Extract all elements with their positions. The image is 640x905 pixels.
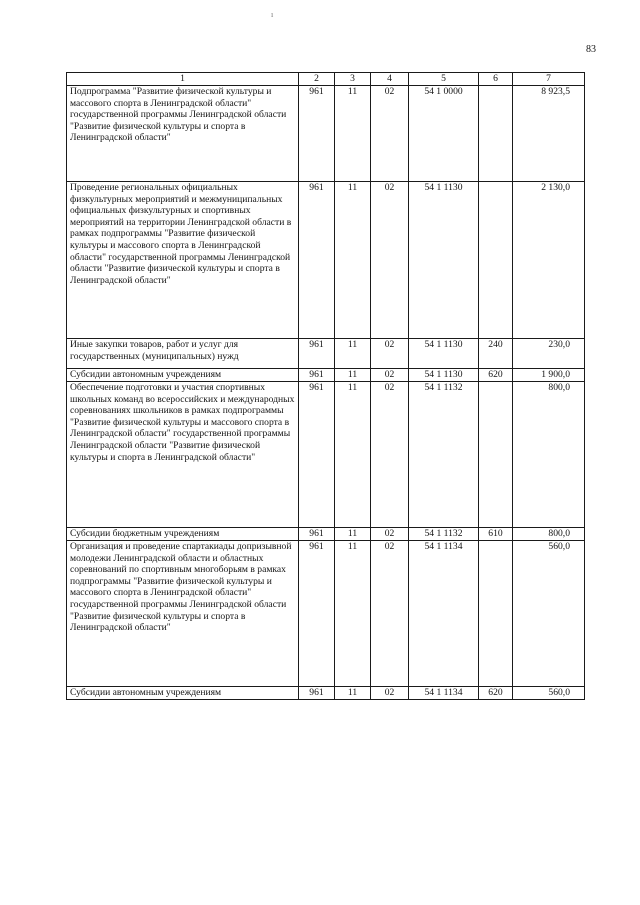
code-cell: 961 xyxy=(299,369,335,382)
budget-table xyxy=(66,72,585,700)
amount-cell: 800,0 xyxy=(513,528,585,541)
code-cell: 620 xyxy=(479,369,513,382)
code-cell: 961 xyxy=(299,541,335,687)
item-name: Субсидии автономным учреждениям xyxy=(67,369,299,382)
header-cell: 1 xyxy=(67,73,299,86)
table-row xyxy=(67,687,585,700)
code-cell: 54 1 0000 xyxy=(409,86,479,182)
table-row xyxy=(67,369,585,382)
code-cell: 11 xyxy=(335,369,371,382)
table-row xyxy=(67,182,585,339)
code-cell: 02 xyxy=(371,182,409,339)
amount-cell: 1 900,0 xyxy=(513,369,585,382)
item-name: Иные закупки товаров, работ и услуг для государственных (муниципальных) нужд xyxy=(67,339,299,369)
code-cell: 11 xyxy=(335,528,371,541)
code-cell: 610 xyxy=(479,528,513,541)
code-cell: 02 xyxy=(371,382,409,528)
code-cell xyxy=(479,382,513,528)
item-name: Подпрограмма "Развитие физической культуры и массового спорта в Ленинградской области" государственной программы Ленинградской области "Развитие физической культуры и спорта в Ленинградской области" xyxy=(67,86,299,182)
item-name: Организация и проведение спартакиады допризывной молодежи Ленинградской области и областных соревнований по спортивным многоборьям в рамках подпрограммы "Развитие физической культуры и массового спорта в Ленинградской области" государственной программы Ленинградской области "Развитие физической культуры и спорта в Ленинградской области" xyxy=(67,541,299,687)
code-cell: 02 xyxy=(371,369,409,382)
header-cell: 4 xyxy=(371,73,409,86)
code-cell xyxy=(479,86,513,182)
code-cell: 11 xyxy=(335,339,371,369)
code-cell: 02 xyxy=(371,339,409,369)
code-cell: 240 xyxy=(479,339,513,369)
header-cell: 5 xyxy=(409,73,479,86)
table-row xyxy=(67,541,585,687)
page-number: 83 xyxy=(586,44,596,55)
item-name: Субсидии автономным учреждениям xyxy=(67,687,299,700)
table-row xyxy=(67,339,585,369)
amount-cell: 800,0 xyxy=(513,382,585,528)
header-cell: 2 xyxy=(299,73,335,86)
code-cell: 54 1 1132 xyxy=(409,382,479,528)
header-cell: 6 xyxy=(479,73,513,86)
code-cell: 54 1 1134 xyxy=(409,541,479,687)
item-name: Субсидии бюджетным учреждениям xyxy=(67,528,299,541)
code-cell: 02 xyxy=(371,86,409,182)
code-cell xyxy=(479,182,513,339)
code-cell: 54 1 1130 xyxy=(409,339,479,369)
code-cell: 961 xyxy=(299,382,335,528)
code-cell: 11 xyxy=(335,382,371,528)
table-header-row xyxy=(67,73,585,86)
code-cell: 961 xyxy=(299,687,335,700)
item-name: Проведение региональных официальных физкультурных мероприятий и межмуниципальных официальных физкультурных и спортивных мероприятий на территории Ленинградской области в рамках подпрограммы "Развитие физической культуры и массового спорта в Ленинградской области" государственной программы Ленинградской области "Развитие физической культуры и спорта в Ленинградской области" xyxy=(67,182,299,339)
header-cell: 7 xyxy=(513,73,585,86)
code-cell: 54 1 1132 xyxy=(409,528,479,541)
item-name: Обеспечение подготовки и участия спортивных школьных команд во всероссийских и международных соревнованиях школьников в рамках подпрограммы "Развитие физической культуры и массового спорта в Ленинградской области" государственной программы Ленинградской области "Развитие физической культуры и спорта в Ленинградской области" xyxy=(67,382,299,528)
code-cell: 02 xyxy=(371,541,409,687)
code-cell xyxy=(479,541,513,687)
table-row xyxy=(67,382,585,528)
amount-cell: 8 923,5 xyxy=(513,86,585,182)
code-cell: 02 xyxy=(371,528,409,541)
table-row xyxy=(67,86,585,182)
code-cell: 54 1 1134 xyxy=(409,687,479,700)
code-cell: 961 xyxy=(299,528,335,541)
amount-cell: 560,0 xyxy=(513,541,585,687)
amount-cell: 230,0 xyxy=(513,339,585,369)
amount-cell: 560,0 xyxy=(513,687,585,700)
header-cell: 3 xyxy=(335,73,371,86)
code-cell: 961 xyxy=(299,182,335,339)
amount-cell: 2 130,0 xyxy=(513,182,585,339)
code-cell: 54 1 1130 xyxy=(409,182,479,339)
code-cell: 961 xyxy=(299,86,335,182)
scan-mark: ı xyxy=(271,10,274,19)
code-cell: 11 xyxy=(335,541,371,687)
code-cell: 02 xyxy=(371,687,409,700)
code-cell: 961 xyxy=(299,339,335,369)
code-cell: 620 xyxy=(479,687,513,700)
code-cell: 54 1 1130 xyxy=(409,369,479,382)
table-row xyxy=(67,528,585,541)
code-cell: 11 xyxy=(335,687,371,700)
code-cell: 11 xyxy=(335,182,371,339)
code-cell: 11 xyxy=(335,86,371,182)
